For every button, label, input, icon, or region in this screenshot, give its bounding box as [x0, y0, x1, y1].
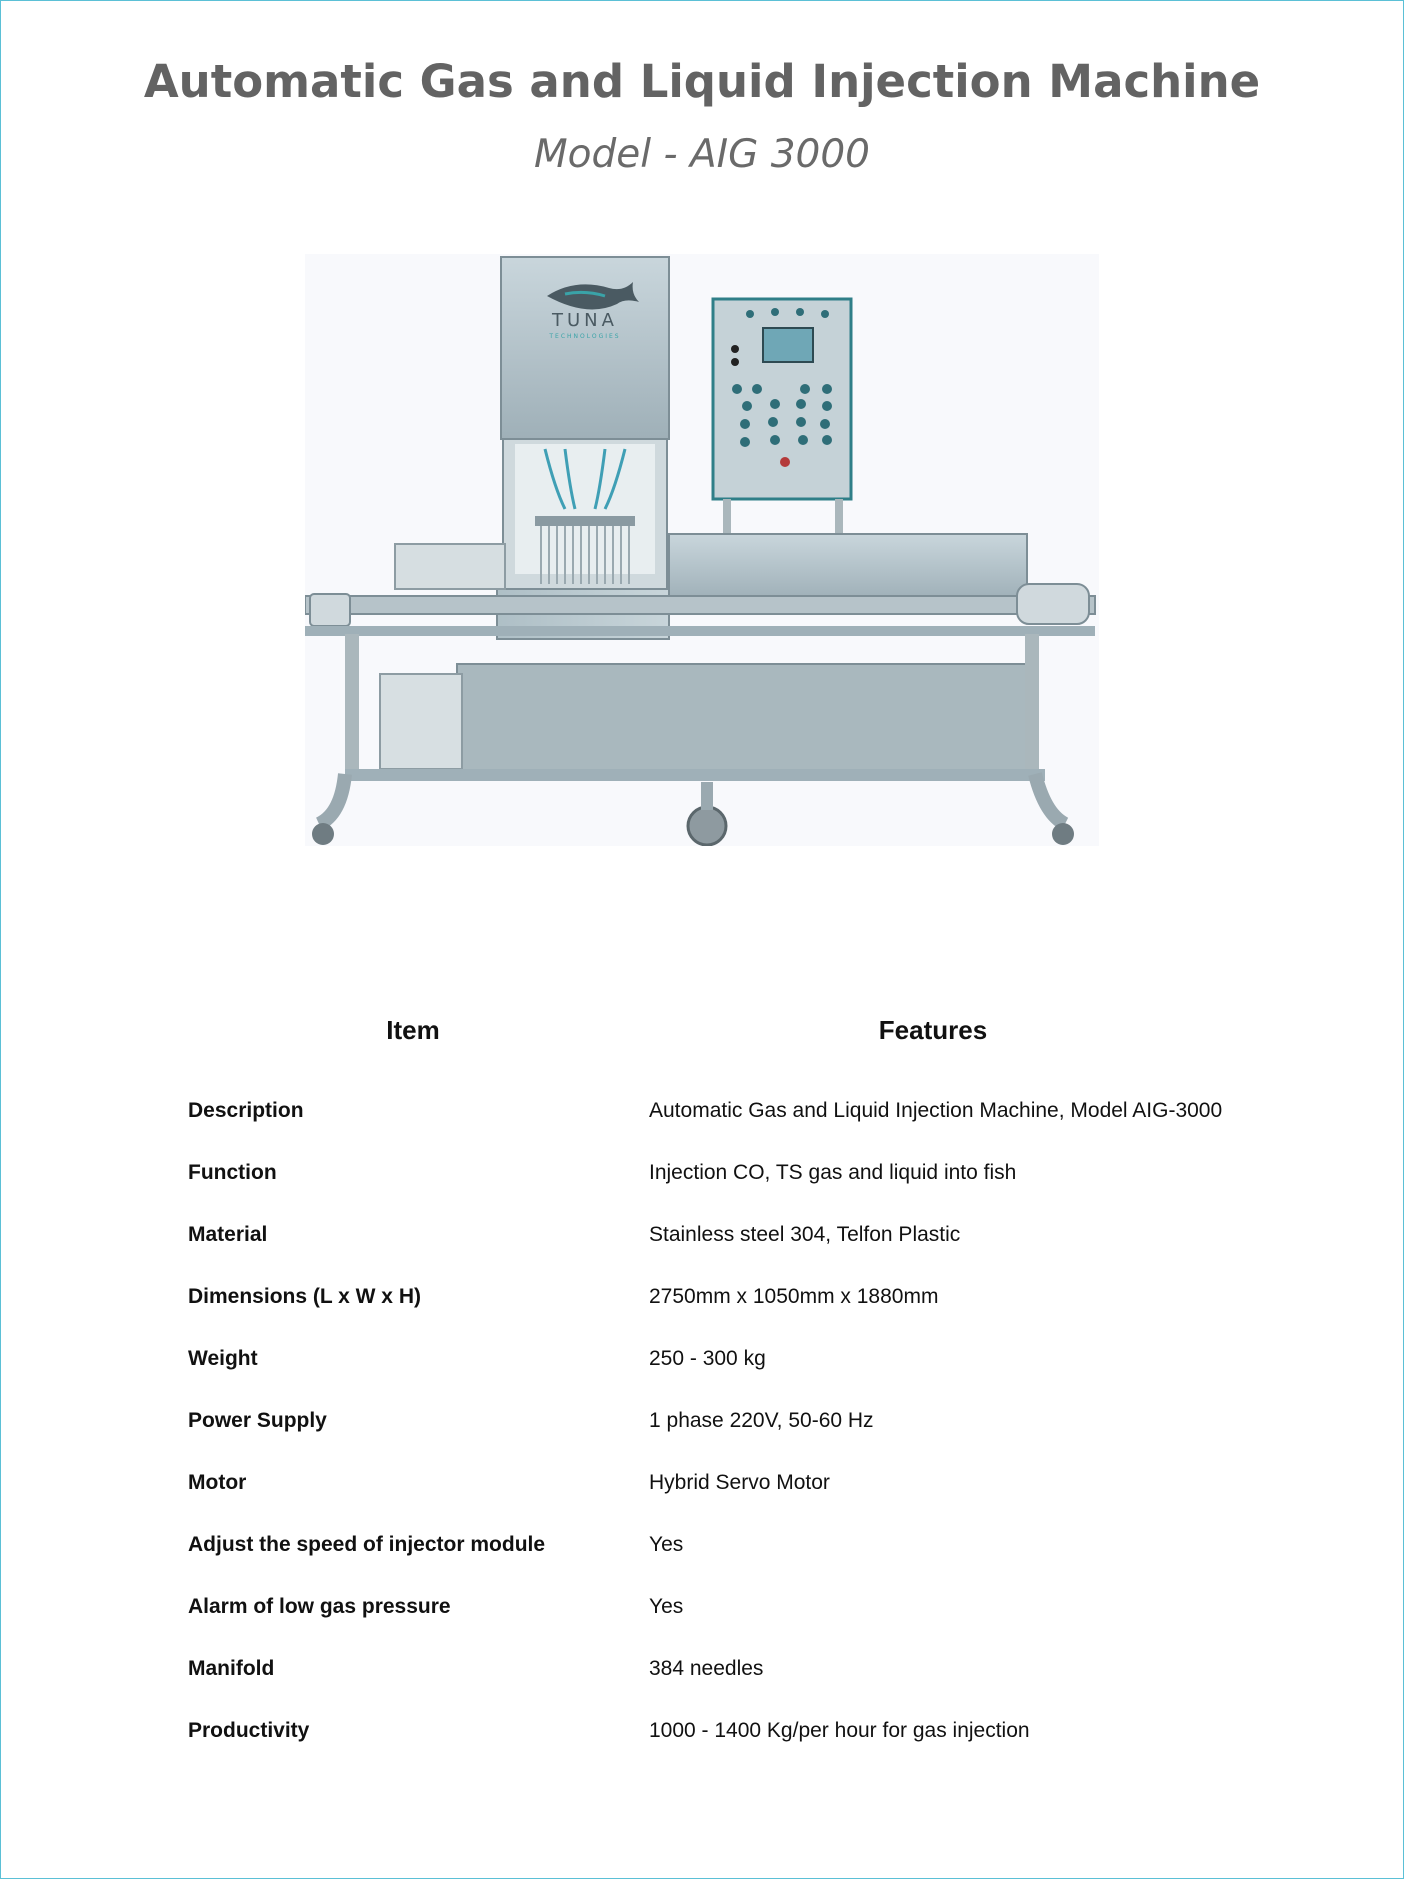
row-value: 1 phase 220V, 50-60 Hz	[649, 1409, 874, 1432]
table-row	[188, 1471, 1248, 1511]
brand-logo-text: TUNA	[552, 310, 618, 331]
table-row	[188, 1223, 1248, 1263]
row-value: Hybrid Servo Motor	[649, 1471, 830, 1494]
row-label: Motor	[188, 1471, 247, 1494]
table-row	[188, 1409, 1248, 1449]
page-title: Automatic Gas and Liquid Injection Machine	[143, 55, 1261, 108]
table-row	[188, 1099, 1248, 1139]
row-value: Automatic Gas and Liquid Injection Machine, Model AIG-3000	[649, 1099, 1223, 1122]
table-row	[188, 1285, 1248, 1325]
row-label: Function	[188, 1161, 277, 1184]
row-value: 250 - 300 kg	[649, 1347, 766, 1370]
table-row	[188, 1533, 1248, 1573]
row-label: Alarm of low gas pressure	[188, 1595, 451, 1618]
product-photo	[305, 254, 1099, 846]
row-label: Dimensions (L x W x H)	[188, 1285, 421, 1308]
row-label: Power Supply	[188, 1409, 327, 1432]
column-header-features: Features	[878, 1015, 988, 1045]
row-label: Weight	[188, 1347, 258, 1370]
row-value: Yes	[649, 1595, 684, 1618]
table-row	[188, 1161, 1248, 1201]
brand-logo-subtext: TECHNOLOGIES	[549, 333, 621, 340]
row-value: Injection CO, TS gas and liquid into fish	[649, 1161, 1017, 1184]
column-header-item: Item	[386, 1015, 440, 1045]
table-row	[188, 1595, 1248, 1635]
row-value: 2750mm x 1050mm x 1880mm	[649, 1285, 939, 1308]
row-value: 1000 - 1400 Kg/per hour for gas injection	[649, 1719, 1030, 1742]
table-row	[188, 1719, 1248, 1759]
row-label: Material	[188, 1223, 268, 1246]
row-label: Adjust the speed of injector module	[188, 1533, 546, 1556]
row-value: 384 needles	[649, 1657, 764, 1680]
row-value: Yes	[649, 1533, 684, 1556]
table-row	[188, 1657, 1248, 1697]
row-value: Stainless steel 304, Telfon Plastic	[649, 1223, 961, 1246]
table-row	[188, 1347, 1248, 1387]
model-subtitle: Model - AIG 3000	[533, 132, 870, 177]
row-label: Description	[188, 1099, 304, 1122]
row-label: Manifold	[188, 1657, 275, 1680]
row-label: Productivity	[188, 1719, 310, 1742]
